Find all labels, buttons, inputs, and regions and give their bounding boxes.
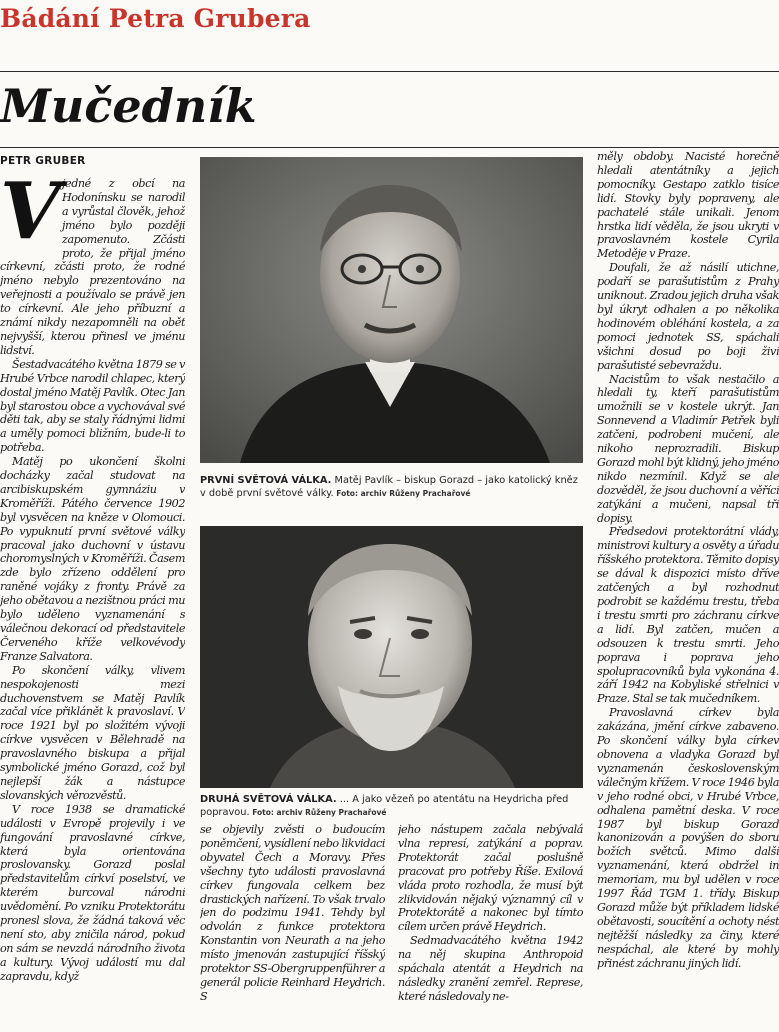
article-column-3 [597,150,779,1032]
paragraph: Vjedné z obcí na Hodonínsku se narodil a vyrůstal člověk, jehož jméno bylo později zapomenuto. Zčásti proto, že přijal jméno církevní, zčásti proto, že rodné jméno nebylo prezentováno na veřejnosti a používalo se právě jen to církevní. Ale jeho příbuzní a známí nikdy nezapomněli na oběť nejvyšší, kterou přinesl ve jménu lidství. [0,177,185,357]
byline: PETR GRUBER [0,155,86,167]
paragraph: Matěj po ukončení školní docházky začal studovat na arcibiskupském gymnáziu v Kroměříži. Pátého července 1902 byl vysvěcen na kněze v Olomouci. Po vypuknutí první světové války pracoval jako duchovní v ústavu choromyslných v Kroměříži. Časem zde bylo zřízeno oddělení pro raněné vojáky z fronty. Právě za jeho obětavou a nezištnou práci mu bylo uděleno vyznamenání s válečnou dekorací od představitele Červeného kříže velkovévody Franze Salvatora. [0,455,185,663]
paragraph: V roce 1938 se dramatické události v Evropě projevily i ve fungování pravoslavné církve, která byla orientována proslovansky. Gorazd poslal představitelům církví poselství, ve kterém burcoval národní uvědomění. Po vzniku Protektorátu pronesl slova, že žádná taková věc není sto, aby zničila národ, pokud on sám se nevzdá národního života a kultury. Vývoj událostí mu dal zapravdu, když [0,802,185,983]
paragraph: měly obdoby. Nacisté horečně hledali atentátníky a jejich pomocníky. Gestapo zatklo tisíce lidí. Stovky byly popraveny, ale pachatelé stále unikali. Jenom hrstka lidí věděla, že jsou ukryti v pravoslavném kostele Cyrila Metoděje v Praze. [597,150,779,261]
photo-gorazd-prisoner [200,526,583,788]
paragraph: jeho nástupem začala nebývalá vlna represí, zatýkání a poprav. Protektorát začal poslušně pracovat pro potřeby Říše. Exilová vláda proto rozhodla, že musí být zlikvidován nějaký významný cíl v Protektorátě a nakonec byl tímto cílem určen právě Heydrich. [398,823,583,934]
portrait-prisoner-image [200,526,583,788]
photo-caption-first: PRVNÍ SVĚTOVÁ VÁLKA. Matěj Pavlík – biskup Gorazd – jako katolický kněz v době první světové války. Foto: archiv Růženy Prachařové [200,475,578,499]
article-column-2a [200,823,385,1032]
drop-cap: V [0,177,61,257]
portrait-priest-image [200,157,583,463]
headline: Mučedník [0,79,257,133]
headline-rule [0,147,779,148]
paragraph: Po skončení války, vlivem nespokojenosti mezi duchovenstvem se Matěj Pavlík začal více přiklánět k pravoslaví. V roce 1921 byl po složitém vývoji církve vysvěcen v Bělehradě na pravoslavného biskupa a přijal symbolické jméno Gorazd, což byl nejlepší žák a nástupce slovanských věrozvěstů. [0,663,185,802]
paragraph: Šestadvacátého května 1879 se v Hrubé Vrbce narodil chlapec, který dostal jméno Matěj Pavlík. Otec Jan byl starostou obce a vychovával své děti tak, aby se staly řádnými lidmi a uměly pomoci bližním, bude-li to potřeba. [0,357,185,455]
photo-caption-second: DRUHÁ SVĚTOVÁ VÁLKA. ... A jako vězeň po atentátu na Heydricha před popravou. Foto: archiv Růženy Prachařové [200,794,569,818]
section-title: Bádání Petra Grubera [0,4,311,33]
paragraph: Doufali, že až násilí utichne, podaří se parašutistům z Prahy uniknout. Zradou jejich druha však byl úkryt odhalen a po několika hodinovém obléhání kostela, a za pomoci jednotek SS, spáchali všichni dosud po boji živí parašutisté sebevraždu. [597,261,779,372]
photo-gorazd-priest [200,157,583,463]
article-column-1 [0,177,185,1032]
paragraph: Nacistům to však nestačilo a hledali ty, kteří parašutistům umožnili se v kostele ukrýt. Jan Sonnevend a Vladimír Petřek byli zatčeni, podrobeni mučení, ale nikoho neprozradili. Biskup Gorazd mohl být klidný, jeho jméno nikdo nezmínil. Když se ale dozvěděl, že jsou duchovní a věřící zatýkáni a mučeni, napsal tři dopisy. [597,372,779,525]
top-rule [0,71,779,72]
paragraph: Předsedovi protektorátní vlády, ministrovi kultury a osvěty a úřadu říšského protektora. Těmito dopisy se dával k dispozici místo dříve zatčených a byl rozhodnut podrobit se každému trestu, třeba i trestu smrti pro záchranu církve a lidí. Byl zatčen, mučen a odsouzen k trestu smrti. Jeho poprava i poprava jeho spolupracovníků byla vykonána 4. září 1942 na Kobyliské střelnici v Praze. Stal se tak mučedníkem. [597,525,779,706]
article-column-2b [398,823,583,1032]
paragraph: Pravoslavná církev byla zakázána, jmění církve zabaveno. Po skončení války byla církev obnovena a vladyka Gorazd byl vyznamenán československým válečným křížem. V roce 1946 byla v jeho rodné obci, v Hrubé Vrbce, odhalena pamětní deska. V roce 1987 byl biskup Gorazd kanonizován a povýšen do sboru božích světců. Mimo další vyznamenání, která obdržel in memoriam, mu byl udělen v roce 1997 Řád TGM 1. třídy. Biskup Gorazd může být příkladem lidské obětavosti, soucítění a ochoty nést nejtěžší následky za činy, které nespáchal, ale které by mohly přinést záchranu jiných lidí. [597,706,779,970]
paragraph: Sedmadvacátého května 1942 na něj skupina Anthropoid spáchala atentát a Heydrich na následky zranění zemřel. Represe, které následovaly ne- [398,934,583,1003]
paragraph: se objevily zvěsti o budoucím poněmčení, vysídlení nebo likvidaci obyvatel Čech a Moravy. Přes všechny tyto události pravoslavná církev fungovala celkem bez drastických nařízení. To však trvalo jen do podzimu 1941. Tehdy byl odvolán z funkce protektora Konstantin von Neurath a na jeho místo jmenován zastupující říšský protektor SS-Obergruppenführer a generál policie Reinhard Heydrich. S [200,823,385,1003]
